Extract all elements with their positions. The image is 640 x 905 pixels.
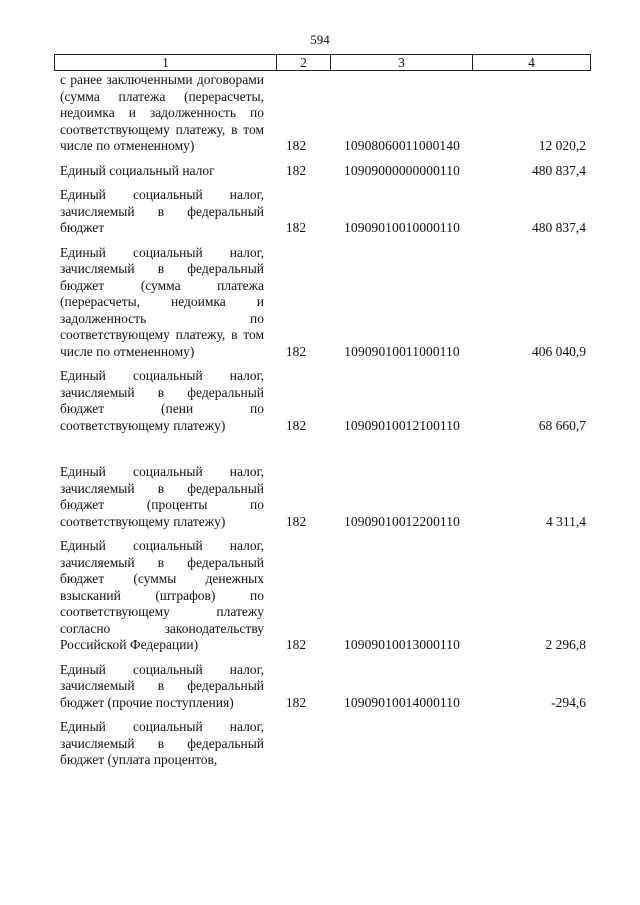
row-budget-code: 10909010010000110 <box>344 220 460 235</box>
row-budget-code: 10909010011000110 <box>344 343 460 359</box>
row-budget-code: 10909010012100110 <box>344 417 460 433</box>
row-description: с ранее заключенными договорами (сумма платежа (перерасчеты, недоимка и задолженность по соответствующему платежу, в том числе по отмененному) <box>60 72 264 153</box>
row-description: Единый социальный налог, зачисляемый в федеральный бюджет (проценты по соответствующему платежу) <box>60 464 264 529</box>
row-budget-code: 10909010014000110 <box>344 694 460 710</box>
table-row <box>54 538 594 654</box>
row-amount: 68 660,7 <box>538 417 586 433</box>
column-header-1: 1 <box>55 55 277 71</box>
column-header-3: 3 <box>331 55 473 71</box>
page-number: 594 <box>310 32 330 47</box>
row-admin-code: 182 <box>285 513 307 529</box>
row-budget-code: 10909010013000110 <box>344 637 460 652</box>
table-row <box>54 464 594 530</box>
row-description: Единый социальный налог, зачисляемый в федеральный бюджет (уплата процентов, <box>60 719 264 767</box>
row-admin-code: 182 <box>285 220 307 235</box>
row-admin-code: 182 <box>285 417 307 433</box>
row-amount: 4 311,4 <box>546 513 586 529</box>
table-body <box>54 72 594 769</box>
table-row <box>54 719 594 769</box>
row-admin-code: 182 <box>285 637 307 652</box>
row-amount: 480 837,4 <box>532 162 586 178</box>
row-amount: 480 837,4 <box>532 220 586 235</box>
table-row <box>54 662 594 712</box>
row-description: Единый социальный налог, зачисляемый в федеральный бюджет <box>60 187 264 235</box>
table-row <box>54 72 594 155</box>
row-budget-code: 10909010012200110 <box>344 513 460 529</box>
row-budget-code: 10909000000000110 <box>344 162 460 178</box>
row-description: Единый социальный налог <box>60 162 215 178</box>
table-row <box>54 245 594 361</box>
column-header-2: 2 <box>277 55 331 71</box>
table-row <box>54 163 594 180</box>
row-description: Единый социальный налог, зачисляемый в федеральный бюджет (сумма платежа (перерасчеты, недоимка и задолженность по соответствующему платежу, в том числе по отмененному) <box>60 244 264 359</box>
row-admin-code: 182 <box>285 343 307 359</box>
row-description: Единый социальный налог, зачисляемый в федеральный бюджет (прочие поступления) <box>60 661 264 710</box>
row-description: Единый социальный налог, зачисляемый в федеральный бюджет (суммы денежных взысканий (штрафов) по соответствующему платежу согласно законодательству Российской Федерации) <box>60 538 264 652</box>
row-amount: 406 040,9 <box>532 343 586 359</box>
table-row <box>54 368 594 434</box>
table-header <box>54 54 591 71</box>
row-amount: -294,6 <box>551 694 586 710</box>
row-admin-code: 182 <box>285 694 307 710</box>
column-header-4: 4 <box>473 55 591 71</box>
row-admin-code: 182 <box>285 138 307 153</box>
row-amount: 12 020,2 <box>538 138 586 153</box>
row-budget-code: 10908060011000140 <box>344 138 460 153</box>
row-admin-code: 182 <box>285 162 307 178</box>
table-row <box>54 187 594 237</box>
row-amount: 2 296,8 <box>545 637 586 652</box>
row-description: Единый социальный налог, зачисляемый в федеральный бюджет (пени по соответствующему платежу) <box>60 368 264 433</box>
